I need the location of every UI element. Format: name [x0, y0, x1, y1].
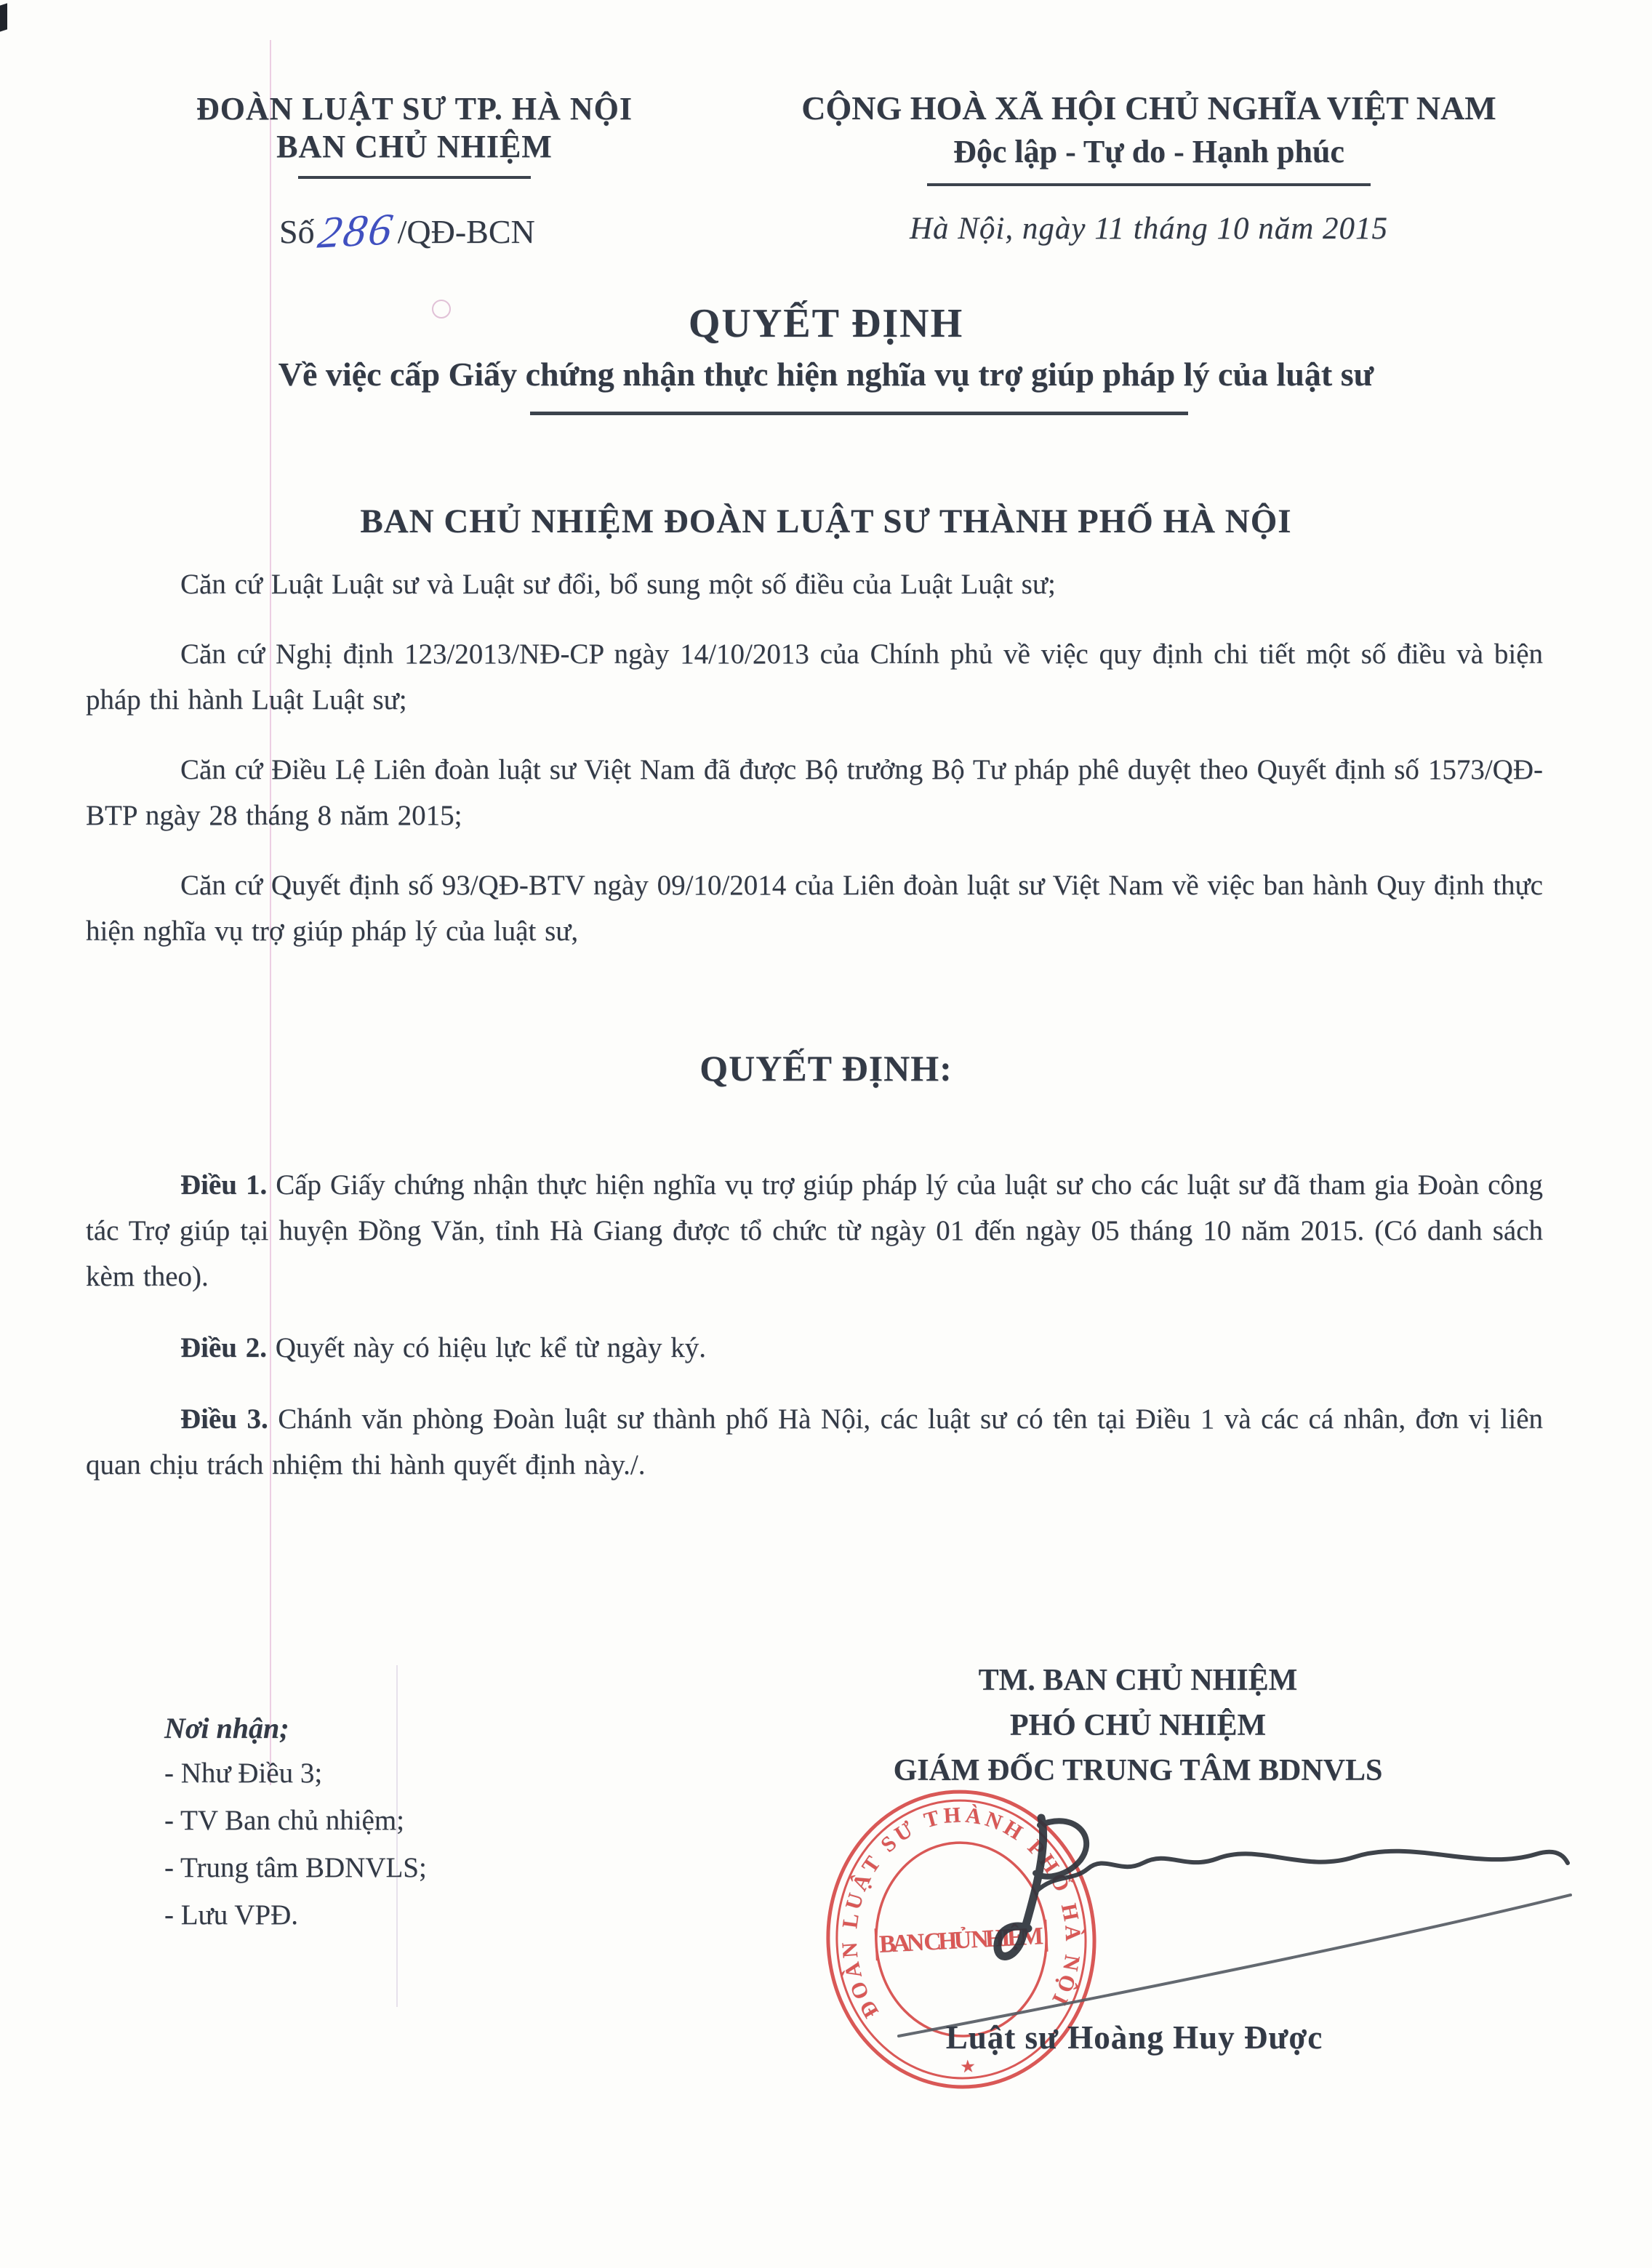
number-prefix: Số	[279, 213, 315, 250]
issuer-heading: BAN CHỦ NHIỆM ĐOÀN LUẬT SƯ THÀNH PHỐ HÀ NỘI	[360, 502, 1292, 540]
recipient-item: - Như Điều 3;	[164, 1758, 323, 1789]
signer-name: Luật sư Hoàng Huy Được	[945, 2019, 1323, 2056]
national-motto: Độc lập - Tự do - Hạnh phúc	[953, 134, 1344, 169]
signature-position-line: PHÓ CHỦ NHIỆM	[1009, 1709, 1267, 1742]
org-name: ĐOÀN LUẬT SƯ TP. HÀ NỘI	[196, 91, 633, 127]
recital-paragraph: Căn cứ Quyết định số 93/QĐ-BTV ngày 09/10/2014 của Liên đoàn luật sư Việt Nam về việc ban hành Quy định thực hiện nghĩa vụ trợ giúp pháp lý của luật sư,	[86, 870, 1543, 947]
scan-artifact-corner-mark	[0, 3, 7, 31]
place-date-line: Hà Nội, ngày 11 tháng 10 năm 2015	[909, 212, 1389, 246]
stamp-star: ★	[959, 2057, 977, 2077]
stamp-ring-text: ĐOÀN LUẬT SƯ THÀNH PHỐ HÀ NỘI	[837, 1803, 1086, 2022]
signature-title-line: GIÁM ĐỐC TRUNG TÂM BDNVLS	[893, 1754, 1383, 1787]
decision-heading: QUYẾT ĐỊNH:	[699, 1048, 953, 1089]
article-1-text: Cấp Giấy chứng nhận thực hiện nghĩa vụ trợ giúp pháp lý của luật sư cho các luật sư đã tham gia Đoàn công tác Trợ giúp tại huyện Đồng Văn, tỉnh Hà Giang được tổ chức từ ngày 01 đến ngày 05 tháng 10 năm 2015. (Có danh sách kèm theo).	[86, 1169, 1543, 1292]
national-header	[734, 87, 1563, 247]
number-suffix: /QĐ-BCN	[397, 213, 535, 250]
document-number-line	[279, 204, 535, 258]
article-2	[86, 1325, 1543, 1371]
article-1	[86, 1162, 1543, 1299]
stamp-center-text: BAN CHỦ NHIỆM	[878, 1923, 1044, 1958]
national-title: CỘNG HOÀ XÃ HỘI CHỦ NGHĨA VIỆT NAM	[801, 89, 1496, 127]
document-title: QUYẾT ĐỊNH	[688, 301, 964, 346]
article-2-label: Điều 2.	[180, 1332, 267, 1363]
article-3-label: Điều 3.	[180, 1403, 268, 1435]
national-underline	[927, 183, 1371, 186]
document-title-block	[0, 301, 1652, 415]
recipient-item: - TV Ban chủ nhiệm;	[164, 1805, 405, 1836]
recipients-label: Nơi nhận;	[164, 1712, 289, 1744]
article-1-label: Điều 1.	[180, 1169, 268, 1201]
article-3-text: Chánh văn phòng Đoàn luật sư thành phố Hà Nội, các luật sư có tên tại Điều 1 và các cá nhân, đơn vị liên quan chịu trách nhiệm thi hành quyết định này./.	[86, 1403, 1544, 1480]
recipients-section	[164, 1707, 427, 1939]
articles-section	[86, 1162, 1543, 1513]
article-3	[86, 1396, 1543, 1488]
recital-paragraph: Căn cứ Điều Lệ Liên đoàn luật sư Việt Nam đã được Bộ trưởng Bộ Tư pháp phê duyệt theo Quyết định số 1573/QĐ-BTP ngày 28 tháng 8 năm 2015;	[86, 754, 1543, 831]
handwritten-number: 286	[314, 204, 398, 258]
article-2-text: Quyết này có hiệu lực kể từ ngày ký.	[275, 1332, 706, 1363]
recipient-item: - Trung tâm BDNVLS;	[164, 1852, 427, 1883]
handwritten-signature	[785, 1744, 1614, 2122]
document-subtitle: Về việc cấp Giấy chứng nhận thực hiện nghĩa vụ trợ giúp pháp lý của luật sư	[278, 356, 1374, 393]
signature-authority-line: TM. BAN CHỦ NHIỆM	[978, 1664, 1298, 1697]
signature-ink-graphic	[785, 1744, 1614, 2122]
org-department: BAN CHỦ NHIỆM	[276, 129, 553, 164]
recipient-item: - Lưu VPĐ.	[164, 1899, 299, 1931]
recital-paragraph: Căn cứ Nghị định 123/2013/NĐ-CP ngày 14/10/2013 của Chính phủ về việc quy định chi tiết một số điều và biện pháp thi hành Luật Luật sư;	[86, 638, 1543, 716]
recital-paragraph: Căn cứ Luật Luật sư và Luật sư đổi, bổ sung một số điều của Luật Luật sư;	[180, 569, 1056, 600]
title-underline	[530, 412, 1188, 415]
org-header	[167, 90, 662, 179]
org-underline	[298, 176, 531, 179]
recitals-section	[86, 561, 1543, 978]
